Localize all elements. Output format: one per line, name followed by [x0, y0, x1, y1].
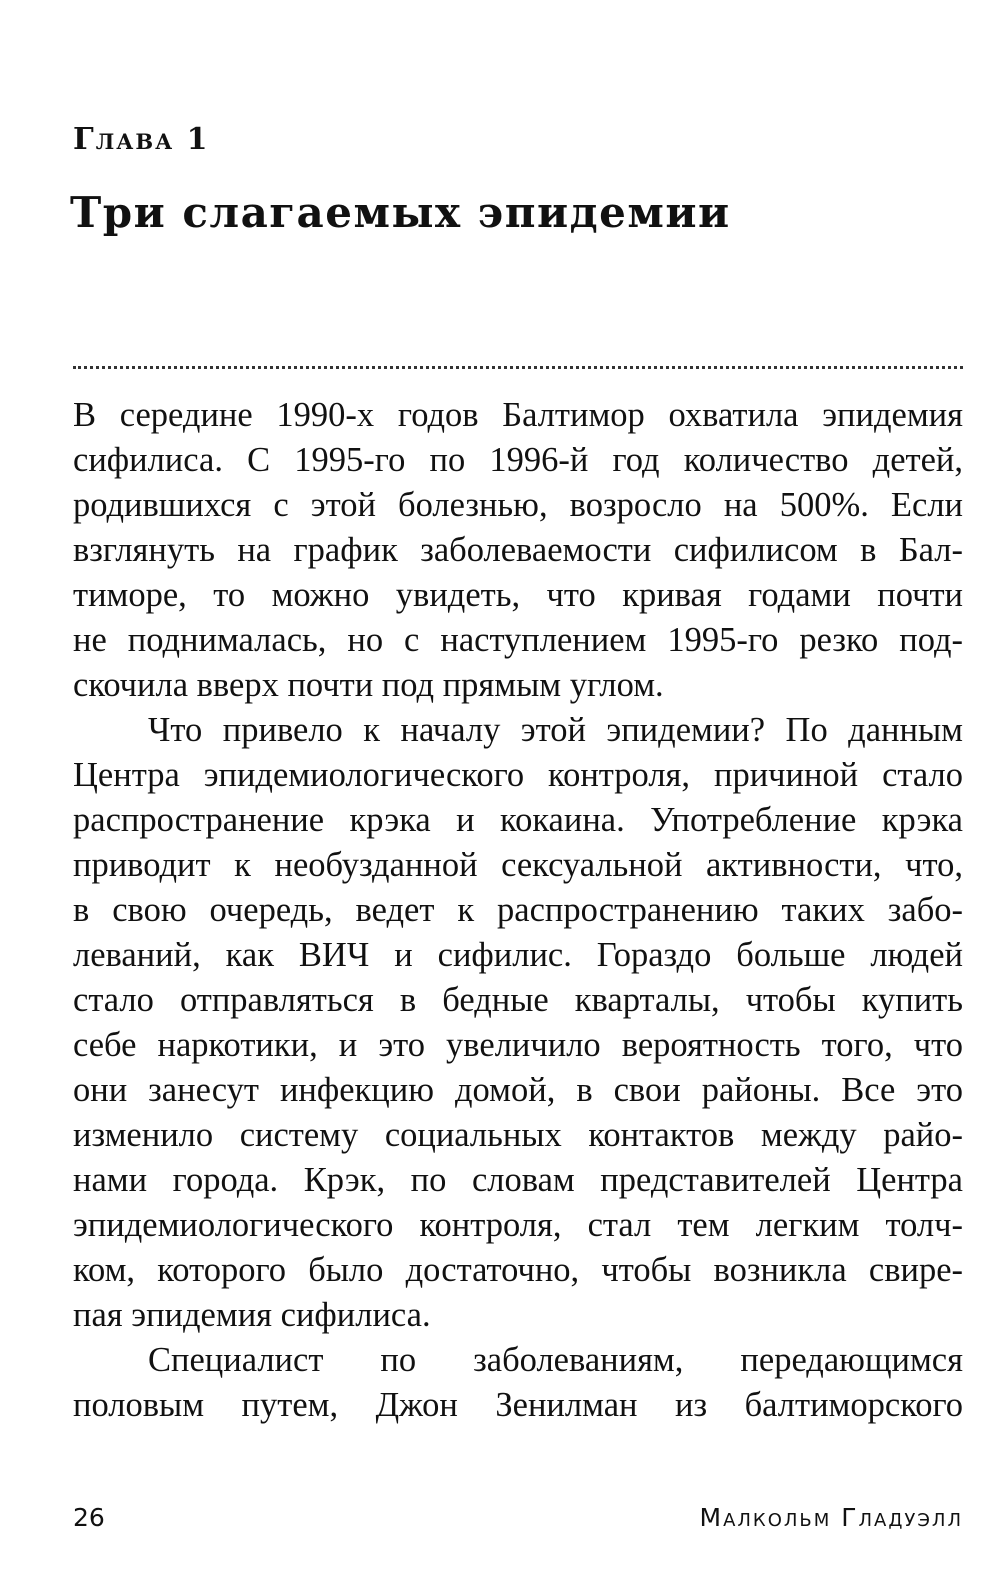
- text-line: в свою очередь, ведет к распространению таких забо-: [73, 891, 963, 929]
- text-line: эпидемиологического контроля, стал тем легким толч-: [73, 1206, 963, 1244]
- text-line: Что привело к началу этой эпидемии? По данным: [148, 711, 963, 749]
- text-line: скочила вверх почти под прямым углом.: [73, 666, 664, 704]
- text-line: половым путем, Джон Зенилман из балтиморского: [73, 1386, 963, 1424]
- dotted-divider: [73, 366, 963, 369]
- text-line: Центра эпидемиологического контроля, причиной стало: [73, 756, 963, 794]
- text-line: стало отправляться в бедные кварталы, чтобы купить: [73, 981, 963, 1019]
- text-line: нами города. Крэк, по словам представителей Центра: [73, 1161, 963, 1199]
- text-line: изменило систему социальных контактов между райо-: [73, 1116, 963, 1154]
- text-line: ком, которого было достаточно, чтобы возникла свире-: [73, 1251, 963, 1289]
- text-line: пая эпидемия сифилиса.: [73, 1296, 431, 1334]
- running-author: Малкольм Гладуэлл: [699, 1503, 963, 1532]
- body-text: [73, 393, 963, 1428]
- text-line: Специалист по заболеваниям, передающимся: [148, 1341, 963, 1379]
- text-line: тиморе, то можно увидеть, что кривая годами почти: [73, 576, 963, 614]
- text-line: не поднималась, но с наступлением 1995-го резко под-: [73, 621, 963, 659]
- text-line: приводит к необузданной сексуальной активности, что,: [73, 846, 963, 884]
- text-line: они занесут инфекцию домой, в свои районы. Все это: [73, 1071, 963, 1109]
- text-line: распространение крэка и кокаина. Употребление крэка: [73, 801, 963, 839]
- chapter-label: Глава 1: [73, 122, 210, 157]
- page-number: 26: [73, 1503, 105, 1532]
- chapter-title: Три слагаемых эпидемии: [70, 188, 731, 237]
- text-line: себе наркотики, и это увеличило вероятность того, что: [73, 1026, 963, 1064]
- text-line: В середине 1990-х годов Балтимор охватила эпидемия: [73, 396, 963, 434]
- text-line: сифилиса. С 1995-го по 1996-й год количество детей,: [73, 441, 963, 479]
- text-line: леваний, как ВИЧ и сифилис. Гораздо больше людей: [73, 936, 963, 974]
- text-line: взглянуть на график заболеваемости сифилисом в Бал-: [73, 531, 963, 569]
- text-line: родившихся с этой болезнью, возросло на 500%. Если: [73, 486, 963, 524]
